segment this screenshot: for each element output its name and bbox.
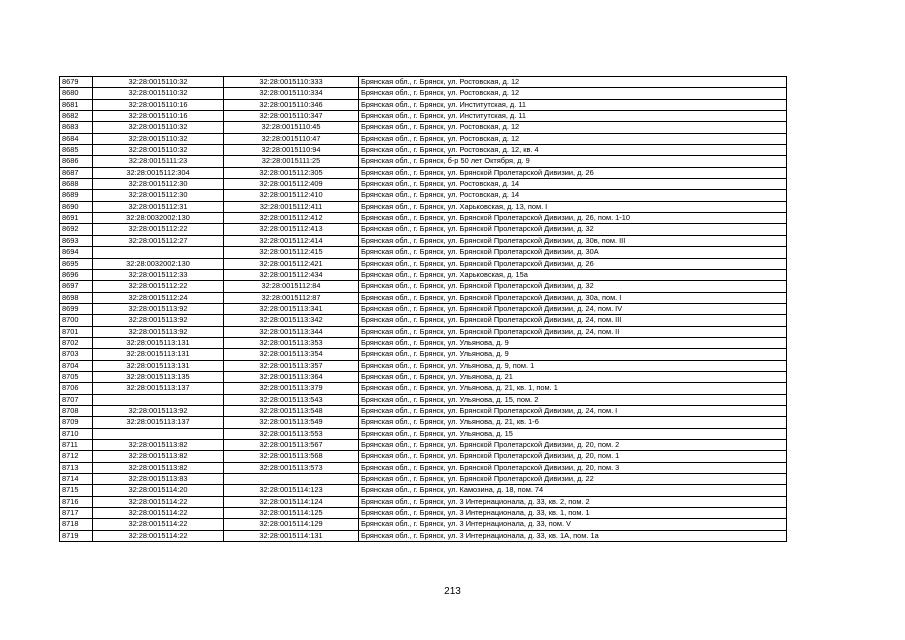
table-row: [60, 156, 787, 167]
quarter-number-cell: 32:28:0015110:16: [93, 111, 224, 122]
row-number-cell: 8683: [60, 122, 93, 133]
quarter-number-cell: 32:28:0015112:30: [93, 190, 224, 201]
row-number-cell: 8710: [60, 428, 93, 439]
row-number-cell: 8701: [60, 326, 93, 337]
table-row: [60, 292, 787, 303]
address-cell: Брянская обл., г. Брянск, ул. Брянской Пролетарской Дивизии, д. 26: [359, 258, 787, 269]
cadastral-number-cell: 32:28:0015114:129: [224, 519, 359, 530]
table-row: [60, 88, 787, 99]
address-cell: Брянская обл., г. Брянск, ул. Ростовская, д. 14: [359, 190, 787, 201]
cadastral-number-cell: 32:28:0015112:412: [224, 213, 359, 224]
address-cell: Брянская обл., г. Брянск, ул. Ростовская, д. 12: [359, 77, 787, 88]
quarter-number-cell: 32:28:0015112:24: [93, 292, 224, 303]
row-number-cell: 8707: [60, 394, 93, 405]
table-row: [60, 179, 787, 190]
quarter-number-cell: 32:28:0015110:32: [93, 77, 224, 88]
cadastral-number-cell: 32:28:0015112:305: [224, 167, 359, 178]
row-number-cell: 8712: [60, 451, 93, 462]
row-number-cell: 8705: [60, 371, 93, 382]
address-cell: Брянская обл., г. Брянск, ул. Брянской Пролетарской Дивизии, д. 24, пом. III: [359, 315, 787, 326]
quarter-number-cell: 32:28:0015110:32: [93, 133, 224, 144]
row-number-cell: 8694: [60, 247, 93, 258]
table-row: [60, 405, 787, 416]
row-number-cell: 8692: [60, 224, 93, 235]
address-cell: Брянская обл., г. Брянск, ул. Ульянова, д. 21, кв. 1, пом. 1: [359, 383, 787, 394]
cadastral-number-cell: 32:28:0015113:548: [224, 405, 359, 416]
table-row: [60, 383, 787, 394]
row-number-cell: 8681: [60, 99, 93, 110]
quarter-number-cell: 32:28:0015113:92: [93, 405, 224, 416]
quarter-number-cell: 32:28:0015112:22: [93, 281, 224, 292]
cadastral-table: [59, 76, 787, 542]
row-number-cell: 8702: [60, 337, 93, 348]
row-number-cell: 8693: [60, 235, 93, 246]
address-cell: Брянская обл., г. Брянск, ул. Ульянова, д. 9: [359, 337, 787, 348]
row-number-cell: 8716: [60, 496, 93, 507]
address-cell: Брянская обл., г. Брянск, ул. Ростовская, д. 12: [359, 133, 787, 144]
cadastral-number-cell: 32:28:0015110:94: [224, 145, 359, 156]
address-cell: Брянская обл., г. Брянск, б-р 50 лет Октября, д. 9: [359, 156, 787, 167]
row-number-cell: 8700: [60, 315, 93, 326]
row-number-cell: 8703: [60, 349, 93, 360]
table-row: [60, 474, 787, 485]
quarter-number-cell: 32:28:0015113:83: [93, 474, 224, 485]
cadastral-number-cell: 32:28:0015113:353: [224, 337, 359, 348]
table-row: [60, 190, 787, 201]
quarter-number-cell: 32:28:0015113:82: [93, 462, 224, 473]
quarter-number-cell: 32:28:0015110:32: [93, 88, 224, 99]
quarter-number-cell: 32:28:0015113:131: [93, 337, 224, 348]
table-row: [60, 428, 787, 439]
address-cell: Брянская обл., г. Брянск, ул. Брянской Пролетарской Дивизии, д. 26: [359, 167, 787, 178]
cadastral-number-cell: 32:28:0015112:411: [224, 201, 359, 212]
row-number-cell: 8699: [60, 303, 93, 314]
table-row: [60, 258, 787, 269]
row-number-cell: 8689: [60, 190, 93, 201]
row-number-cell: 8688: [60, 179, 93, 190]
row-number-cell: 8691: [60, 213, 93, 224]
cadastral-number-cell: 32:28:0015112:410: [224, 190, 359, 201]
quarter-number-cell: 32:28:0015113:131: [93, 349, 224, 360]
quarter-number-cell: 32:28:0015112:22: [93, 224, 224, 235]
cadastral-number-cell: [224, 474, 359, 485]
row-number-cell: 8706: [60, 383, 93, 394]
table-row: [60, 303, 787, 314]
quarter-number-cell: 32:28:0015110:16: [93, 99, 224, 110]
table-row: [60, 133, 787, 144]
cadastral-number-cell: 32:28:0015114:123: [224, 485, 359, 496]
cadastral-number-cell: 32:28:0015113:344: [224, 326, 359, 337]
table-row: [60, 394, 787, 405]
address-cell: Брянская обл., г. Брянск, ул. Брянской Пролетарской Дивизии, д. 30в, пом. III: [359, 235, 787, 246]
cadastral-number-cell: 32:28:0015113:342: [224, 315, 359, 326]
row-number-cell: 8718: [60, 519, 93, 530]
table-row: [60, 247, 787, 258]
quarter-number-cell: 32:28:0015113:82: [93, 451, 224, 462]
table-row: [60, 167, 787, 178]
address-cell: Брянская обл., г. Брянск, ул. Брянской Пролетарской Дивизии, д. 30А: [359, 247, 787, 258]
table-row: [60, 508, 787, 519]
table-row: [60, 451, 787, 462]
quarter-number-cell: 32:28:0015113:92: [93, 315, 224, 326]
cadastral-number-cell: 32:28:0015112:414: [224, 235, 359, 246]
table-row: [60, 224, 787, 235]
cadastral-number-cell: 32:28:0015111:25: [224, 156, 359, 167]
address-cell: Брянская обл., г. Брянск, ул. Ростовская, д. 14: [359, 179, 787, 190]
address-cell: Брянская обл., г. Брянск, ул. 3 Интернационала, д. 33, кв. 1, пом. 1: [359, 508, 787, 519]
quarter-number-cell: 32:28:0015114:20: [93, 485, 224, 496]
address-cell: Брянская обл., г. Брянск, ул. Ростовская, д. 12: [359, 88, 787, 99]
address-cell: Брянская обл., г. Брянск, ул. Ростовская, д. 12: [359, 122, 787, 133]
quarter-number-cell: [93, 394, 224, 405]
cadastral-number-cell: 32:28:0015113:549: [224, 417, 359, 428]
row-number-cell: 8708: [60, 405, 93, 416]
address-cell: Брянская обл., г. Брянск, ул. Брянской Пролетарской Дивизии, д. 32: [359, 224, 787, 235]
row-number-cell: 8679: [60, 77, 93, 88]
row-number-cell: 8713: [60, 462, 93, 473]
cadastral-number-cell: 32:28:0015110:47: [224, 133, 359, 144]
row-number-cell: 8711: [60, 440, 93, 451]
row-number-cell: 8714: [60, 474, 93, 485]
row-number-cell: 8697: [60, 281, 93, 292]
quarter-number-cell: 32:28:0015111:23: [93, 156, 224, 167]
address-cell: Брянская обл., г. Брянск, ул. Брянской Пролетарской Дивизии, д. 32: [359, 281, 787, 292]
address-cell: Брянская обл., г. Брянск, ул. Ульянова, д. 21, кв. 1-6: [359, 417, 787, 428]
row-number-cell: 8709: [60, 417, 93, 428]
address-cell: Брянская обл., г. Брянск, ул. Брянской Пролетарской Дивизии, д. 22: [359, 474, 787, 485]
table-row: [60, 315, 787, 326]
cadastral-number-cell: 32:28:0015112:415: [224, 247, 359, 258]
cadastral-number-cell: 32:28:0015112:87: [224, 292, 359, 303]
quarter-number-cell: 32:28:0015110:32: [93, 122, 224, 133]
cadastral-number-cell: 32:28:0015114:125: [224, 508, 359, 519]
table-row: [60, 326, 787, 337]
quarter-number-cell: 32:28:0015112:31: [93, 201, 224, 212]
address-cell: Брянская обл., г. Брянск, ул. Брянской Пролетарской Дивизии, д. 20, пом. 2: [359, 440, 787, 451]
address-cell: Брянская обл., г. Брянск, ул. Брянской Пролетарской Дивизии, д. 24, пом. I: [359, 405, 787, 416]
cadastral-number-cell: 32:28:0015110:347: [224, 111, 359, 122]
table-row: [60, 281, 787, 292]
cadastral-number-cell: 32:28:0015113:543: [224, 394, 359, 405]
cadastral-number-cell: 32:28:0015110:334: [224, 88, 359, 99]
cadastral-number-cell: 32:28:0015113:341: [224, 303, 359, 314]
row-number-cell: 8680: [60, 88, 93, 99]
cadastral-number-cell: 32:28:0015110:45: [224, 122, 359, 133]
cadastral-number-cell: 32:28:0015113:354: [224, 349, 359, 360]
table-row: [60, 269, 787, 280]
cadastral-number-cell: 32:28:0015112:421: [224, 258, 359, 269]
address-cell: Брянская обл., г. Брянск, ул. Ульянова, д. 15: [359, 428, 787, 439]
address-cell: Брянская обл., г. Брянск, ул. Брянской Пролетарской Дивизии, д. 20, пом. 3: [359, 462, 787, 473]
row-number-cell: 8715: [60, 485, 93, 496]
cadastral-number-cell: 32:28:0015112:434: [224, 269, 359, 280]
cadastral-number-cell: 32:28:0015113:364: [224, 371, 359, 382]
table-row: [60, 122, 787, 133]
table-row: [60, 440, 787, 451]
table-row: [60, 201, 787, 212]
cadastral-number-cell: 32:28:0015113:568: [224, 451, 359, 462]
quarter-number-cell: 32:28:0015114:22: [93, 519, 224, 530]
quarter-number-cell: 32:28:0015112:27: [93, 235, 224, 246]
cadastral-number-cell: 32:28:0015110:333: [224, 77, 359, 88]
address-cell: Брянская обл., г. Брянск, ул. Харьковская, д. 13, пом. I: [359, 201, 787, 212]
quarter-number-cell: [93, 247, 224, 258]
row-number-cell: 8686: [60, 156, 93, 167]
cadastral-number-cell: 32:28:0015113:357: [224, 360, 359, 371]
row-number-cell: 8717: [60, 508, 93, 519]
cadastral-number-cell: 32:28:0015110:346: [224, 99, 359, 110]
table-row: [60, 496, 787, 507]
row-number-cell: 8690: [60, 201, 93, 212]
quarter-number-cell: 32:28:0015113:137: [93, 383, 224, 394]
quarter-number-cell: [93, 428, 224, 439]
cadastral-number-cell: 32:28:0015114:124: [224, 496, 359, 507]
quarter-number-cell: 32:28:0015113:82: [93, 440, 224, 451]
address-cell: Брянская обл., г. Брянск, ул. Брянской Пролетарской Дивизии, д. 24, пом. IV: [359, 303, 787, 314]
cadastral-number-cell: 32:28:0015112:409: [224, 179, 359, 190]
table-row: [60, 485, 787, 496]
table-row: [60, 337, 787, 348]
quarter-number-cell: 32:28:0015110:32: [93, 145, 224, 156]
cadastral-number-cell: 32:28:0015113:573: [224, 462, 359, 473]
address-cell: Брянская обл., г. Брянск, ул. Харьковская, д. 15а: [359, 269, 787, 280]
quarter-number-cell: 32:28:0015113:131: [93, 360, 224, 371]
row-number-cell: 8696: [60, 269, 93, 280]
table-row: [60, 462, 787, 473]
table-row: [60, 111, 787, 122]
address-cell: Брянская обл., г. Брянск, ул. Камозина, д. 18, пом. 74: [359, 485, 787, 496]
address-cell: Брянская обл., г. Брянск, ул. Брянской Пролетарской Дивизии, д. 24, пом. II: [359, 326, 787, 337]
address-cell: Брянская обл., г. Брянск, ул. Брянской Пролетарской Дивизии, д. 30а, пом. I: [359, 292, 787, 303]
cadastral-number-cell: 32:28:0015112:413: [224, 224, 359, 235]
address-cell: Брянская обл., г. Брянск, ул. Ростовская, д. 12, кв. 4: [359, 145, 787, 156]
address-cell: Брянская обл., г. Брянск, ул. 3 Интернационала, д. 33, пом. V: [359, 519, 787, 530]
quarter-number-cell: 32:28:0015114:22: [93, 530, 224, 541]
cadastral-number-cell: 32:28:0015114:131: [224, 530, 359, 541]
address-cell: Брянская обл., г. Брянск, ул. Ульянова, д. 15, пом. 2: [359, 394, 787, 405]
table-body: [60, 77, 787, 542]
table-row: [60, 145, 787, 156]
quarter-number-cell: 32:28:0015113:92: [93, 326, 224, 337]
quarter-number-cell: 32:28:0015114:22: [93, 508, 224, 519]
table-row: [60, 530, 787, 541]
quarter-number-cell: 32:28:0015114:22: [93, 496, 224, 507]
quarter-number-cell: 32:28:0015113:92: [93, 303, 224, 314]
quarter-number-cell: 32:28:0015112:304: [93, 167, 224, 178]
table-row: [60, 99, 787, 110]
table-row: [60, 349, 787, 360]
address-cell: Брянская обл., г. Брянск, ул. Ульянова, д. 9: [359, 349, 787, 360]
address-cell: Брянская обл., г. Брянск, ул. Брянской Пролетарской Дивизии, д. 20, пом. 1: [359, 451, 787, 462]
address-cell: Брянская обл., г. Брянск, ул. Ульянова, д. 9, пом. 1: [359, 360, 787, 371]
row-number-cell: 8698: [60, 292, 93, 303]
address-cell: Брянская обл., г. Брянск, ул. Институтская, д. 11: [359, 99, 787, 110]
quarter-number-cell: 32:28:0015113:135: [93, 371, 224, 382]
table-row: [60, 417, 787, 428]
quarter-number-cell: 32:28:0015113:137: [93, 417, 224, 428]
quarter-number-cell: 32:28:0015112:30: [93, 179, 224, 190]
cadastral-number-cell: 32:28:0015112:84: [224, 281, 359, 292]
row-number-cell: 8682: [60, 111, 93, 122]
row-number-cell: 8704: [60, 360, 93, 371]
row-number-cell: 8684: [60, 133, 93, 144]
table-row: [60, 371, 787, 382]
address-cell: Брянская обл., г. Брянск, ул. Ульянова, д. 21: [359, 371, 787, 382]
row-number-cell: 8685: [60, 145, 93, 156]
address-cell: Брянская обл., г. Брянск, ул. 3 Интернационала, д. 33, кв. 1А, пом. 1а: [359, 530, 787, 541]
quarter-number-cell: 32:28:0032002:130: [93, 258, 224, 269]
table-row: [60, 519, 787, 530]
table-row: [60, 360, 787, 371]
address-cell: Брянская обл., г. Брянск, ул. 3 Интернационала, д. 33, кв. 2, пом. 2: [359, 496, 787, 507]
row-number-cell: 8687: [60, 167, 93, 178]
address-cell: Брянская обл., г. Брянск, ул. Институтская, д. 11: [359, 111, 787, 122]
quarter-number-cell: 32:28:0015112:33: [93, 269, 224, 280]
address-cell: Брянская обл., г. Брянск, ул. Брянской Пролетарской Дивизии, д. 26, пом. 1-10: [359, 213, 787, 224]
cadastral-number-cell: 32:28:0015113:379: [224, 383, 359, 394]
quarter-number-cell: 32:28:0032002:130: [93, 213, 224, 224]
table-row: [60, 77, 787, 88]
cadastral-number-cell: 32:28:0015113:553: [224, 428, 359, 439]
row-number-cell: 8695: [60, 258, 93, 269]
cadastral-number-cell: 32:28:0015113:567: [224, 440, 359, 451]
row-number-cell: 8719: [60, 530, 93, 541]
page-number: 213: [444, 586, 461, 597]
table-row: [60, 235, 787, 246]
table-row: [60, 213, 787, 224]
